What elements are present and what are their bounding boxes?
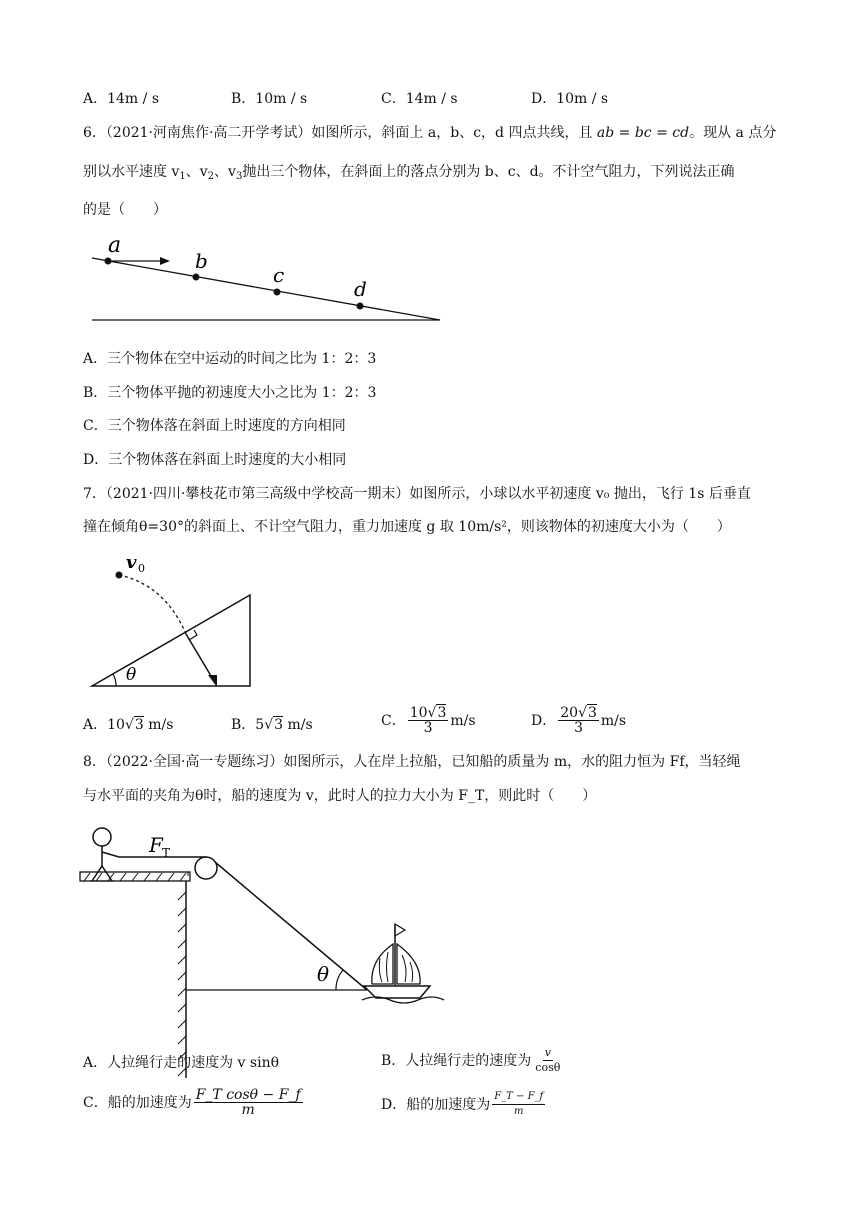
q8-b-label: B．人拉绳行走的速度为 — [381, 1052, 532, 1069]
q6-option-c[interactable]: C．三个物体落在斜面上时速度的方向相同 — [83, 418, 346, 434]
q7-d-fraction: $\frac{20√3}{3}$ — [560, 705, 597, 736]
q7-b-unit: m/s — [283, 717, 313, 733]
q6-equation: ab = bc = cd — [596, 125, 690, 141]
q7-b-coef: B．5 — [231, 717, 265, 733]
q8-label-ft: F — [149, 833, 163, 857]
q7-d-num: 20 — [560, 705, 579, 721]
q8-b-fraction — [533, 1046, 562, 1075]
q6-label-a: a — [108, 233, 122, 258]
q8-boat-hull — [364, 986, 430, 998]
q7-stem-line1: 7．（2021·四川·攀枝花市第三高级中学校高一期末）如图所示，小球以水平初速度 v₀ 抛出，飞行 1s 后垂直 — [83, 486, 751, 502]
q6-stem-text-end: 。现从 a 点分 — [689, 125, 777, 141]
q8-d-label: D．船的加速度为 — [381, 1096, 491, 1113]
q8-person-head — [93, 828, 111, 846]
q8-option-b[interactable] — [381, 1046, 564, 1075]
q7-label-v: v — [126, 552, 137, 573]
q7-label-theta: θ — [126, 665, 137, 685]
q6-stem-text: 6．（2021·河南焦作·高二开学考试）如图所示，斜面上 a，b、c，d 四点共线，且 — [83, 125, 593, 141]
q8-d-num: F_T − F_f — [492, 1090, 545, 1105]
q7-c-rad: 3 — [437, 705, 447, 721]
q6-sub-1: 1 — [179, 171, 186, 182]
q8-label-theta: θ — [317, 962, 330, 986]
q6-option-b[interactable]: B．三个物体平抛的初速度大小之比为 1：2：3 — [83, 385, 377, 401]
q8-pulley — [195, 857, 217, 879]
q6-text: 、v — [214, 164, 236, 180]
q7-a-rad: 3 — [134, 717, 144, 733]
q8-option-d[interactable] — [381, 1090, 547, 1119]
q7-a-coef: A．10 — [83, 717, 125, 733]
q8-label-ft-sub: T — [162, 846, 171, 860]
q6-text: 别以水平速度 v — [83, 164, 180, 180]
q7-d-rad: 3 — [587, 705, 597, 721]
q7-option-b[interactable]: B．5√3 m/s — [231, 717, 313, 733]
q7-d-den: 3 — [574, 720, 584, 736]
q7-label-v-sub: 0 — [138, 562, 145, 575]
q7-a-unit: m/s — [143, 717, 174, 733]
q7-c-den: 3 — [423, 720, 433, 736]
q8-option-c[interactable] — [83, 1088, 305, 1117]
q7-option-a[interactable]: A．10√3 m/s — [83, 717, 174, 733]
q6-sub-3: 3 — [235, 171, 243, 182]
q8-d-den: m — [513, 1106, 524, 1117]
q7-d-unit: m/s — [600, 712, 627, 729]
q8-sail-left — [372, 944, 393, 984]
q7-stem-line2: 撞在倾角θ=30°的斜面上、不计空气阻力，重力加速度 g 取 10m/s²，则该物体的初速度大小为（ ） — [83, 519, 731, 535]
q6-label-c: c — [273, 263, 285, 287]
q6-text: 、v — [185, 164, 208, 180]
q6-option-d[interactable]: D．三个物体落在斜面上时速度的大小相同 — [83, 452, 347, 468]
q8-c-den: m — [241, 1102, 255, 1118]
q6-sub-2: 2 — [207, 171, 215, 182]
q7-c-label: C． — [381, 712, 406, 729]
q8-b-den: cosθ — [535, 1061, 561, 1074]
q6-stem-line3: 的是（ ） — [83, 202, 167, 218]
q8-c-fraction — [194, 1088, 303, 1117]
q8-stem-line1: 8．（2022·全国·高一专题练习）如图所示，人在岸上拉船，已知船的质量为 m，水的阻力恒为 Ff，当轻绳 — [83, 754, 741, 770]
q8-boat-flag — [395, 924, 405, 936]
q7-c-fraction: $\frac{10√3}{3}$ — [409, 705, 447, 736]
q7-d-label: D． — [531, 712, 557, 729]
q5-option-d[interactable]: D．10m / s — [531, 91, 609, 107]
q8-sail-right — [397, 944, 420, 984]
q5-option-b[interactable]: B．10m / s — [231, 91, 308, 107]
q6-option-a[interactable]: A．三个物体在空中运动的时间之比为 1：2：3 — [83, 351, 377, 367]
q7-b-rad: 3 — [274, 717, 284, 733]
q8-rope-slanted — [215, 862, 367, 990]
q8-c-label: C．船的加速度为 — [83, 1094, 192, 1111]
q8-stem-line2: 与水平面的夹角为θ时，船的速度为 v，此时人的拉力大小为 F_T，则此时（ ） — [83, 788, 597, 804]
q7-c-num: 10 — [409, 705, 428, 721]
q8-option-a[interactable]: A．人拉绳行走的速度为 v sinθ — [83, 1055, 280, 1071]
q8-angle-arc — [336, 970, 343, 990]
q8-d-fraction — [492, 1090, 545, 1119]
q6-label-b: b — [195, 249, 208, 273]
q6-text: 抛出三个物体，在斜面上的落点分别为 b、c、d。不计空气阻力，下列说法正确 — [242, 164, 735, 180]
q5-option-a[interactable]: A．14m / s — [83, 91, 160, 107]
q7-c-unit: m/s — [450, 712, 476, 729]
q8-c-num: F_T cosθ − F_f — [195, 1087, 301, 1103]
q8-b-num: v — [544, 1046, 551, 1059]
q6-label-d: d — [354, 277, 367, 301]
q5-option-c[interactable]: C．14m / s — [381, 91, 458, 107]
